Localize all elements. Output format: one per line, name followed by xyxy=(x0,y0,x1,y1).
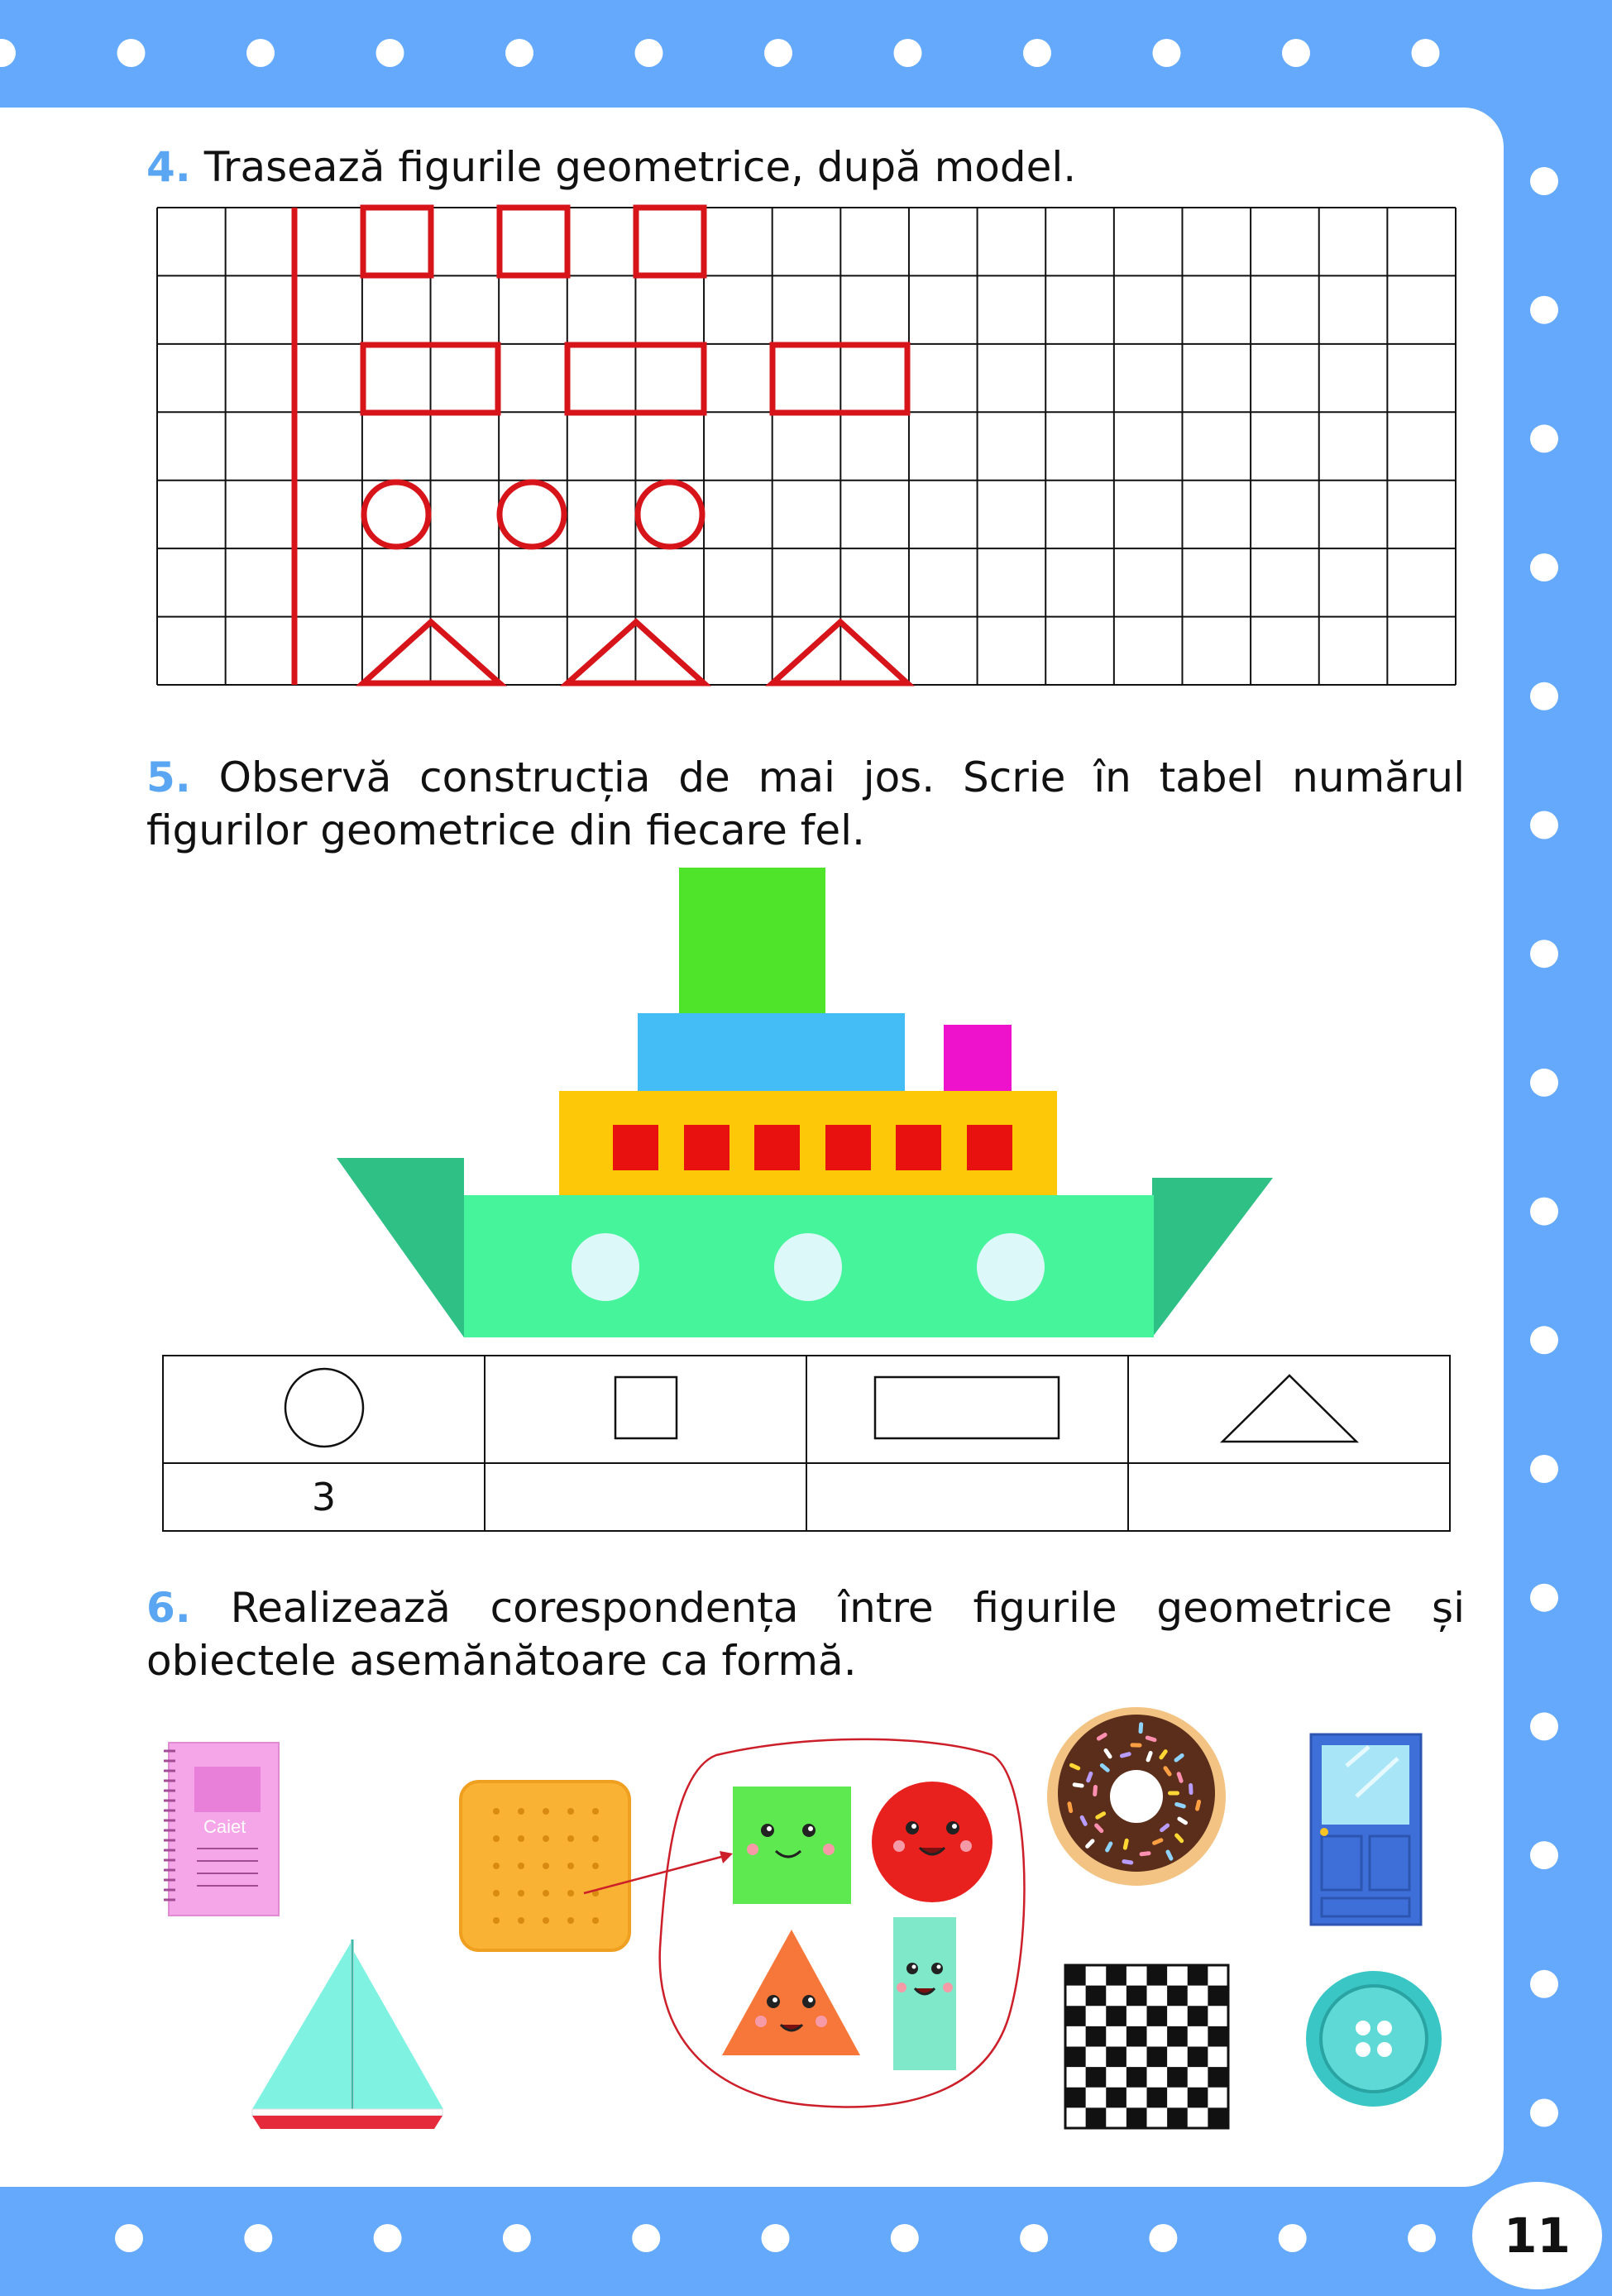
notebook-icon[interactable] xyxy=(164,1743,279,1916)
door-icon[interactable] xyxy=(1311,1734,1421,1925)
sailboat-icon[interactable] xyxy=(252,1940,443,2129)
smiley-rectangle-icon[interactable] xyxy=(893,1917,956,2070)
clothing-button-icon[interactable] xyxy=(1306,1971,1442,2107)
exercise-5-number: 5. xyxy=(146,753,191,801)
exercise-6-text: Realizează corespondența între figurile geometrice și obiectele asemănătoare ca formă. xyxy=(146,1584,1465,1685)
exercise-4-text: Trasează figurile geometrice, după model. xyxy=(203,143,1077,191)
page-number: 11 xyxy=(1472,2182,1602,2289)
smiley-triangle-icon[interactable] xyxy=(722,1930,860,2055)
chessboard-icon[interactable] xyxy=(1065,1965,1228,2128)
notebook-label: Caiet xyxy=(203,1816,246,1837)
exercise-6-number: 6. xyxy=(146,1584,191,1632)
donut-icon[interactable] xyxy=(1047,1707,1226,1886)
biscuit-icon[interactable] xyxy=(461,1782,629,1950)
smiley-circle-icon[interactable] xyxy=(872,1782,993,1902)
exercise-5-text: Observă construcția de mai jos. Scrie în tabel numărul figurilor geometrice din fiecare fel. xyxy=(146,753,1465,854)
count-circles: 3 xyxy=(163,1463,485,1531)
smiley-square-icon[interactable] xyxy=(733,1787,851,1904)
exercise-4-number: 4. xyxy=(146,143,191,191)
